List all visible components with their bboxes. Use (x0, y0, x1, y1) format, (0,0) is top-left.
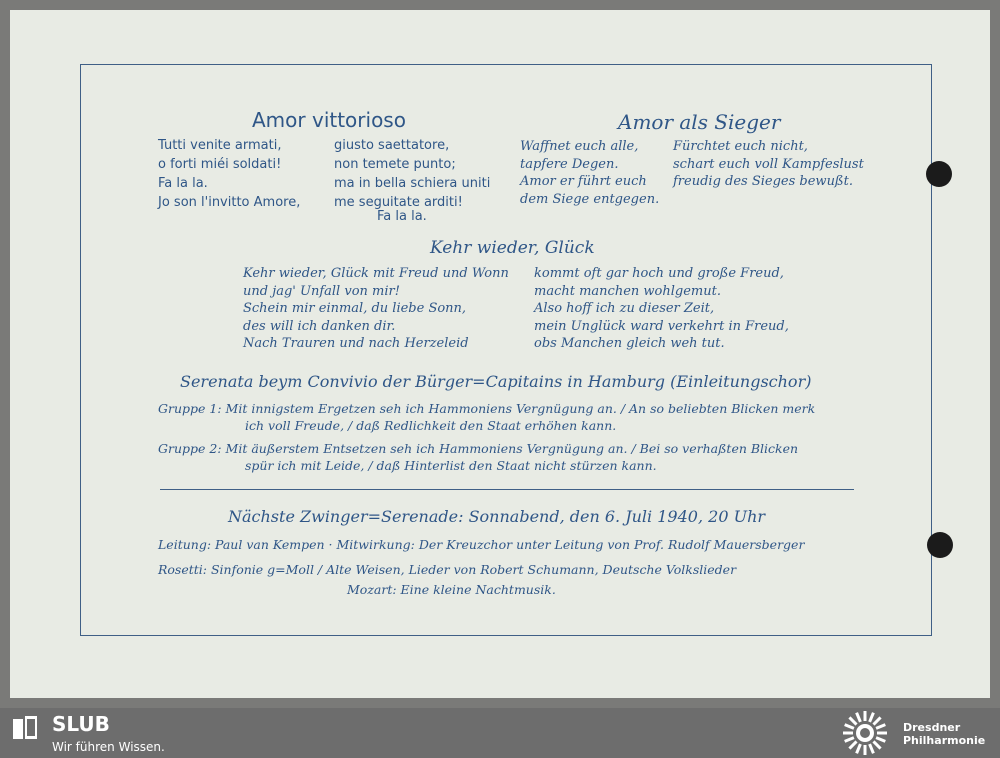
group-1-text: Gruppe 1: Mit innigstem Ergetzen seh ich Hammoniens Vergnügung an. / An so beliebten Blicken merk (158, 401, 816, 416)
next-serenade-headline: Nächste Zwinger=Serenade: Sonnabend, den 6. Juli 1940, 20 Uhr (228, 507, 766, 526)
divider-line (160, 489, 854, 490)
group-2-text: Gruppe 2: Mit äußerstem Entsetzen seh ich Hammoniens Vergnügung an. / Bei so verhaßten Blicken (158, 441, 799, 456)
slub-logo-icon (12, 715, 38, 741)
slub-name: SLUB (52, 712, 110, 736)
leitung-line: Leitung: Paul van Kempen · Mitwirkung: Der Kreuzchor unter Leitung von Prof. Rudolf Mauersberger (158, 537, 805, 552)
group-2-continuation: spür ich mit Leide, / daß Hinterlist den Staat nicht stürzen kann. (245, 458, 657, 473)
german-column-2: Fürchtet euch nicht, schart euch voll Kampfeslust freudig des Sieges bewußt. (673, 139, 864, 189)
title-serenata: Serenata beym Convivio der Bürger=Capitains in Hamburg (Einleitungschor) (180, 372, 812, 391)
italian-refrain: Fa la la. (377, 209, 427, 224)
italian-column-2: giusto saettatore, non temete punto; ma in bella schiera uniti me seguitate arditi! (334, 138, 491, 210)
song-column-1: Kehr wieder, Glück mit Freud und Wonn und jag' Unfall von mir! Schein mir einmal, du liebe Sonn, des will ich danken dir. Nach Trauren und nach Herzeleid (243, 266, 509, 351)
slub-tagline: Wir führen Wissen. (52, 740, 165, 754)
punch-hole (926, 161, 952, 187)
italian-column-1: Tutti venite armati, o forti miéi soldati! Fa la la. Jo son l'invitto Amore, (158, 138, 301, 210)
german-column-1: Waffnet euch alle, tapfere Degen. Amor er führt euch dem Siege entgegen. (520, 139, 660, 207)
title-amor-vittorioso: Amor vittorioso (252, 108, 406, 132)
mozart-line: Mozart: Eine kleine Nachtmusik. (347, 582, 556, 597)
title-kehr-wieder-glueck: Kehr wieder, Glück (430, 238, 595, 258)
philharmonie-logo-icon (842, 710, 888, 756)
punch-hole (927, 532, 953, 558)
group-1-continuation: ich voll Freude, / daß Redlichkeit den Staat erhöhen kann. (245, 418, 617, 433)
song-column-2: kommt oft gar hoch und große Freud, macht manchen wohlgemut. Also hoff ich zu dieser Zeit, mein Unglück ward verkehrt in Freud, obs Manchen gleich weh tut. (534, 266, 789, 351)
footer-bar (0, 708, 1000, 758)
philharmonie-name: Dresdner Philharmonie (903, 721, 986, 747)
title-amor-als-sieger: Amor als Sieger (618, 110, 781, 134)
rosetti-line: Rosetti: Sinfonie g=Moll / Alte Weisen, Lieder von Robert Schumann, Deutsche Volkslieder (158, 562, 737, 577)
